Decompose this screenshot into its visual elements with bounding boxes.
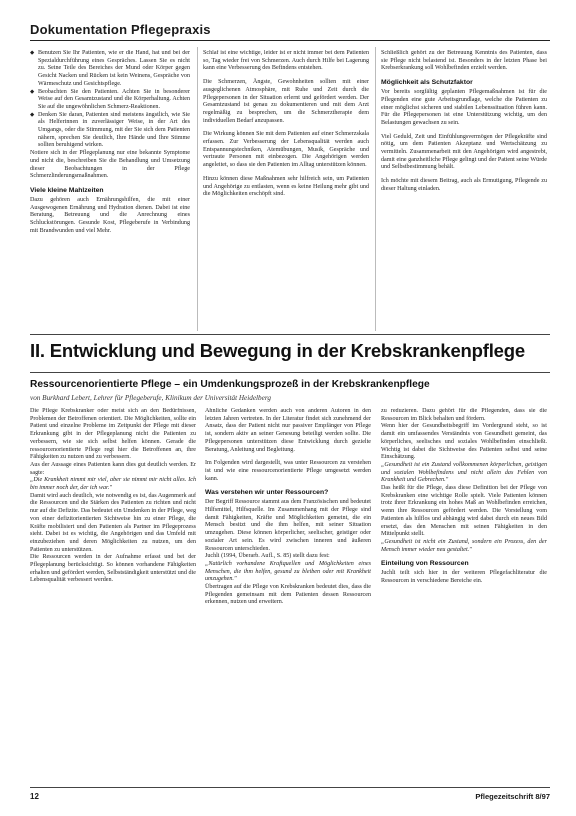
paragraph: Ich möchte mit diesem Beitrag, auch als Ermutigung, Pflegende zu dieser Haltung einladen. — [381, 178, 547, 192]
top-column-3 — [381, 50, 547, 330]
paragraph: Dazu gehören auch Ernährungshilfen, die mit einer Ausgewogenen Ernährung und Hydration dienen. Dabei ist eine Beratung, Betreuung und die Anrechnung eines Schluckstörungen. Gesunde Kost, Pflegeberufe in Verbindung mit Brandwunden und viel Mehr. — [30, 196, 190, 234]
article-title: II. Entwicklung und Bewegung in der Krebskrankenpflege — [30, 340, 525, 361]
paragraph: Der Begriff Ressource stammt aus dem Französischen und bedeutet Hilfsmittel, Hilfsquelle. Im Zusammenhang mit der Pflege sind damit Fähigkeiten, Kräfte und Möglichkeiten gemeint, die ein Mensch besitzt und die ihm helfen, mit seiner Situation umzugehen. Diese können körperlicher, seelischer, geistiger oder sozialer Art sein. Es wird zwischen inneren und äußeren Ressourcen unterschieden. — [205, 499, 371, 552]
paragraph: zu reduzieren. Dazu gehört für die Pflegenden, dass sie die Ressourcen im Blick behalten und fördern. — [381, 408, 547, 422]
section-rule — [30, 334, 550, 335]
paragraph: Die Ressourcen werden in der Aufnahme erfasst und bei der Pflegeplanung berücksichtigt. So können vorhandene Fähigkeiten erhalten und gefördert werden, Selbstständigkeit unterstützt und die Lebensqualität verbessert werden. — [30, 554, 196, 584]
paragraph: Wenn hier der Gesundheitsbegriff im Vordergrund steht, so ist damit ein umfassendes Verständnis von Gesundheit gemeint, das körperliches, seelisches und soziales Wohlbefinden einschließt. Wichtig ist dabei die Sichtweise des Patienten selbst und seine Einschätzung. — [381, 423, 547, 461]
bullet-icon: ◆ — [30, 111, 35, 118]
header-rule — [30, 40, 550, 41]
paragraph: Notiere sich in der Pflegeplanung nur eine bekannte Symptome und nicht die, beschreiben Sie die Behandlung und Umsetzung dieser Beobachtungen in der Pflege Schmerzlinderungsmaßnahmen. — [30, 150, 190, 180]
column-divider — [197, 47, 198, 331]
journal-name: Pflegezeitschrift 8/97 — [475, 792, 550, 801]
list-item: ◆ Benutzen Sie Ihr Patienten, wie er die Hand, hat und bei der Spezialdurchführung eines Gespräches. Lassen Sie es nicht zu. Seine Teile des Bereiches der Mund oder Körper gegen Gesicht Nacken und Rücken ist kein Weinens, Gespräche von Wärmeschutz und Gesichtspflege. — [30, 50, 190, 87]
paragraph: Vor bereits sorgfältig geplanten Pflegemaßnahmen ist für die Pflegenden eine gute Arbeitsgrundlage, welche die Patienten zu einer möglichst sicheren und stabilen Lebenssituation führen kann. Für die Pflegepersonen ist eine Unterstützung wichtig, um den Belastungen gewachsen zu sein. — [381, 89, 547, 126]
paragraph: Juchli teilt sich hier in der weiteren Pflegefachliteratur die Ressourcen in verschiedene Bereiche ein. — [381, 570, 547, 585]
quote: „Natürlich vorhandene Kraftquellen und Möglichkeiten eines Menschen, die ihm helfen, gesund zu bleiben oder mit Krankheit umzugehen." — [205, 560, 371, 583]
top-column-2 — [203, 50, 369, 330]
paragraph: Die Pflege Krebskranker oder meist sich an den Bedürfnissen, Problemen der Betroffenen orientiert. Die Möglichkeiten, sollte ein Patient und einzelne Probleme im Zeitpunkt der Pflege mit dieser Erkrankung gibt in der Pflegeplanung nicht die Patienten zu verbessern, wie sie sich selbst helfen können. Gerade die ressourcenorientierte Pflege regt hier die Betroffenen an, ihre Fähigkeiten zu nutzen und zu verbessern. — [30, 408, 196, 461]
bullet-icon: ◆ — [30, 88, 35, 95]
paragraph: Aus der Aussage eines Patienten kann dies gut deutlich werden. Er sagte: — [30, 461, 196, 476]
quote: „Gesundheit ist nicht ein Zustand, sondern ein Prozess, den der Mensch immer wieder neu gestaltet." — [381, 538, 547, 553]
article-subtitle: Ressourcenorientierte Pflege – ein Umdenkungsprozeß in der Krebskrankenpflege — [30, 379, 430, 390]
top-column-1 — [30, 50, 190, 330]
quote: „Gesundheit ist ein Zustand vollkommenen körperlichen, geistigen und sozialen Wohlbefindens und nicht allein das Fehlen von Krankheit und Gebrechen." — [381, 461, 547, 484]
section-header: Dokumentation Pflegepraxis — [30, 22, 211, 37]
list-item: ◆ Beobachten Sie den Patienten. Achten Sie in besonderer Weise auf den Gesamtzustand und die Körperhaltung. Achten Sie auf die ungewöhnlichen Schmerz-Reaktionen. — [30, 88, 190, 110]
quote: „Die Krankheit nimmt mir viel, aber sie nimmt mir nicht alles. Ich bin immer noch der, der ich war." — [30, 477, 196, 492]
column-divider — [375, 47, 376, 331]
subheading: Einteilung von Ressourcen — [381, 560, 469, 568]
article-column-3 — [381, 408, 547, 783]
footer-rule — [30, 787, 550, 788]
article-column-1 — [30, 408, 196, 783]
subheading: Möglichkeit als Schutzfaktor — [381, 79, 473, 87]
bullet-icon: ◆ — [30, 50, 35, 56]
paragraph: Juchli (1994, Überarb. Aufl., S. 85) stellt dazu fest: — [205, 553, 330, 560]
paragraph: Das heißt für die Pflege, dass diese Definition bei der Pflege von Krebskranken eine wichtige Rolle spielt. Viele Patienten können trotz ihrer Erkrankung ein hohes Maß an Wohlbefinden erreichen, wenn ihre Ressourcen gefördert werden. Die Vorstellung vom Patienten als hilflos und abhängig wird dabei durch ein neues Bild ersetzt, das den Menschen mit seinen Fähigkeiten in den Mittelpunkt stellt. — [381, 485, 547, 538]
subheading: Was verstehen wir unter Ressourcen? — [205, 489, 329, 497]
paragraph: Übertragen auf die Pflege von Krebskranken bedeutet dies, dass die Pflegenden gemeinsam mit dem Patienten dessen Ressourcen erkennen, nutzen und erweitern. — [205, 584, 371, 606]
paragraph: Die Schmerzen, Ängste, Gewohnheiten sollten mit einer ausgeglichenen Atmosphäre, mit Ruhe und Zeit durch die Pflegepersonen in der Situation erlernt und gefördert werden. Der Gesamtzustand ist genau zu dokumentieren und mit dem Arzt regelmäßig zu besprechen, um die Schmerztherapie dem individuellen Bedarf anzupassen. — [203, 79, 369, 124]
paragraph: Ähnliche Gedanken werden auch von anderen Autoren in den letzten Jahren vertreten. In der Literatur findet sich zunehmend der Ansatz, dass der Patient nicht nur passiver Empfänger von Pflege ist, sondern aktiv an seiner Genesung beteiligt werden sollte. Die Pflegepersonen unterstützen diese Entwicklung durch gezielte Beratung, Anleitung und Begleitung. — [205, 408, 371, 453]
paragraph: Viel Geduld, Zeit und Einfühlungsvermögen der Pflegekräfte sind nötig, um dem Patienten Akzeptanz und Wertschätzung zu vermitteln. Zusammenarbeit mit den Angehörigen wird angestrebt, damit eine ganzheitliche Pflege gelingt und der Patient seine Würde und Selbstbestimmung behält. — [381, 133, 547, 171]
article-byline: von Burkhard Lebert, Lehrer für Pflegeberufe, Klinikum der Universität Heidelberg — [30, 394, 271, 402]
bullet-list — [30, 50, 190, 150]
title-rule — [30, 372, 550, 373]
page-number: 12 — [30, 792, 39, 801]
paragraph: Schlaf ist eine wichtige, leider ist er nicht immer bei dem Patienten so, Tag wieder frei von Schmerzen. Auch durch Hilfe bei Lagerung kann eine Verbesserung des Befindens entstehen. — [203, 50, 369, 72]
paragraph: Damit wird auch deutlich, wie notwendig es ist, das Augenmerk auf die Ressourcen und die Stärken des Patienten zu richten und nicht nur auf die Defizite. Das bedeutet ein Umdenken in der Pflege, weg von einer defizitorientierten Sichtweise hin zu einer Pflege, die Kräfte mobilisiert und den Patienten als Partner im Pflegeprozess sieht. Dabei ist es wichtig, die Angehörigen und das Umfeld mit einzubeziehen und deren Möglichkeiten zu nutzen, um den Patienten zu unterstützen. — [30, 492, 196, 553]
paragraph: Schließlich gehört zu der Betreuung Kenntnis des Patienten, dass sie Pflege nicht belastend ist. Besonders in der letzten Phase bei Krebserkrankung soll Wohlbefinden erzielt werden. — [381, 50, 547, 72]
list-item: ◆ Denken Sie daran, Patienten sind meistens ängstlich, wie Sie als Helferinnen in zuverlässiger Weise, in der Art des Umgangs, oder die Stimmung, mit der Sie sich dem Patienten nähern, sprechen Sie deutlich, Ihre Hände und Ihre Stimme sollten beruhigend wirken. — [30, 111, 190, 149]
paragraph: Im Folgenden wird dargestellt, was unter Ressourcen zu verstehen ist und wie eine ressourcenorientierte Pflege umgesetzt werden kann. — [205, 460, 371, 482]
subheading: Viele kleine Mahlzeiten — [30, 186, 104, 194]
paragraph: Hinzu können diese Maßnahmen sehr hilfreich sein, um Patienten und Angehörige zu entlasten, wenn es keine Heilung mehr gibt und die Möglichkeiten erschöpft sind. — [203, 175, 369, 198]
article-column-2 — [205, 408, 371, 783]
paragraph: Die Wirkung können Sie mit dem Patienten auf einer Schmerzskala erfassen. Zur Verbesserung der Lebensqualität werden auch Entspannungstechniken, Atemübungen, Musik, Gespräche und vertraute Personen mit einbezogen. Die Angehörigen werden angeleitet, so dass sie den Patienten im Alltag unterstützen können. — [203, 131, 369, 169]
